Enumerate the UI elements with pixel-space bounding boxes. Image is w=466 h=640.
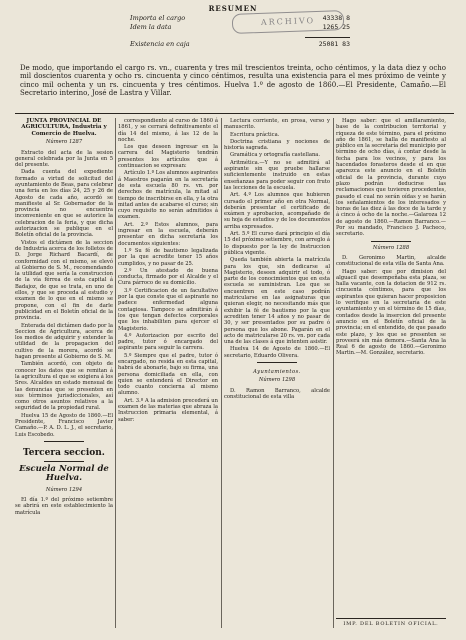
paragraph: Art. 5.º El curso dará principio el día 15 del próximo setiembre, con arreglo á lo dispuesto por la ley de Instruccion pública vigente. bbox=[224, 231, 330, 256]
school-title: Escuela Normal de Huelva. bbox=[19, 463, 109, 483]
summary-label: Idem la data bbox=[130, 23, 172, 31]
column-1 bbox=[15, 118, 113, 517]
paragraph: El día 1.º del próximo setiembre se abrirá en este establecimiento la matrícula bbox=[15, 497, 113, 516]
paragraph: Dada cuenta del expediente formado a virtud de solicitud del ayuntamiento de Beas, para celebrar una feria en los días 24, 25 y 26 de Agosto de cada año, acordó se manifieste al Sr. Gobernador de la provincia no encuentra inconveniente en que se autorice la celebracion de la feria, y que dicha autorizacion se publique en el Boletín oficial de la provincia. bbox=[15, 169, 113, 239]
section-title: Tercera seccion. bbox=[23, 447, 105, 458]
imprenta-footer: IMP. DEL BOLETIN OFICIAL. bbox=[336, 618, 446, 627]
paragraph: Huelva 15 de Agosto de 1860.—El Presidente, Francisco Javier Camaño.—P. A. D. L. J., el secretario, Luis Escobedo. bbox=[15, 412, 113, 438]
paragraph: 4.º Autorizacion por escrito del padre, tutor ó encargado del aspirante para seguir la carrera. bbox=[118, 332, 218, 352]
paragraph: correspondiente al curso de 1860 á 1861, y se cerrará definitivamente el día 14 del mismo, á las 12 de la noche. bbox=[118, 118, 218, 143]
ayuntamientos-heading: Ayuntamientos. bbox=[253, 368, 301, 375]
paragraph: Art. 4.º Los alumnos que hubieren cursado el primer año en otra Normal, deberán presentar el certificado de exámen y aprobacion, acompañado de su hoja de estudios y de los documentos arriba expresados. bbox=[224, 192, 330, 230]
paragraph: Enterada del dictámen dado por la Seccion de Agricultura, acerca de los medios de adquirir y extender la utilidad de la propagacion del cultivo de la morera, acordó se hagan presente al Gobierno de S. M. bbox=[15, 322, 113, 361]
paragraph: Vistos el dictámen de la seccion de Industria acerca de los folletos de D. Jorge Richard Bacardí, de conformidad con el mismo, se elevó al Gobierno de S. M., recomendando la utilidad que sería la construccion de la vía férrea de esta capital á Badajoz, de que se trata, en uno de ellos, y que se proceda al estudio y examen de lo que en el mismo se propone, con el fin de darle publicidad en el Boletín oficial de la provincia. bbox=[15, 239, 113, 322]
paragraph: Escritura práctica. bbox=[230, 131, 280, 138]
paragraph: También acordó, con objeto de conocer los datos que se remitan á la agricultura el que se exigiera á los Sres. Alcaldes un estado mensual de las denuncias que se presenten en sus términos jurisdiccionales, así como otros asuntos relativos a la seguridad de la propiedad rural. bbox=[15, 361, 113, 412]
paragraph: 3.º Certificacion de un facultativo por la que conste que el aspirante no padece enfermedad alguna contagiosa. Tampoco se admitirán á los que tengan defectos corporales que los inhabiliten para ejercer el Magisterio. bbox=[118, 287, 218, 332]
paragraph: Hago saber: que por dimision del alguacil que desempeñaba esta plaza, se halla vacante, con la dotacion de 912 rs. cincuenta céntimos, para que los aspirantes que quieran hacer proposicion lo verifique en la secretaría de este ayuntamiento y en el término de 15 días, contados desde la insercion del presente anuncio en el Boletín oficial de la provincia; en el entendido, de que pasado este plazo, y los que se presenten se proveerá sin más demora.—Santa Ana la Real 6 de agosto de 1860.—Geronimo Martin.—M. González, secretario. bbox=[336, 268, 447, 357]
section-divider bbox=[15, 113, 454, 114]
rule bbox=[257, 362, 297, 363]
summary-row-existencia bbox=[130, 40, 350, 48]
junta-heading: JUNTA PROVINCIAL DE AGRICULTURA, Industria y Comercio de Huelva. bbox=[21, 118, 107, 137]
paragraph: 1.º Su fé de bautismo legalizada por la que acredite tener 15 años cumplidos, y no pasar de 25. bbox=[118, 247, 218, 267]
notice-number: Número 1294 bbox=[45, 486, 83, 493]
rule bbox=[44, 441, 84, 442]
paragraph: Queda también abierta la matrícula para los que, sin dedicarse al Magisterio, deseen adquirir el todo, ó parte de los conocimientos que en esta escuela se suministran. Los que se encuentren en este caso podrán matricularse en las asignaturas que quieran elegir, no necesitando más que exhibir la fé de bautismo por la que acrediten tener 14 años y no pasar de 30, y ser presentados por su padre ó persona que los abone. Pagarán en el acto de matricularse 20 rs. vn. por cada una de las clases á que intenten asistir. bbox=[224, 257, 330, 346]
paragraph: Los que deseen ingresar en la carrera del Magisterio tendrán presentes los artículos que á continuacion se expresan: bbox=[118, 144, 218, 170]
rule bbox=[371, 241, 411, 242]
paragraph: 2.º Un atestado de buena conducta, firmado por el Alcalde y el Cura párroco de su domicilio. bbox=[118, 267, 218, 287]
paragraph: Gramática y ortografía castellana. bbox=[230, 152, 321, 159]
paragraph: Aritmética.—Y no se admitirá al aspirante sin que pruebe hallarse suficientemente instruido en estas enseñanzas para poder seguir con fruto las lecciones de la escuela. bbox=[224, 159, 330, 191]
paragraph: D. Ramon Barranco, alcalde constitucional de esta villa bbox=[224, 387, 330, 400]
column-divider bbox=[333, 118, 334, 628]
paragraph: Artículo 1.º Los alumnos aspirantes á Maestros pagarán en la secretaría de esta escuela 80 rs. vn. por derechos de matrícula, la mitad al tiempo de inscribirse en ella, y la otra mitad antes de acabarse el curso; sin cuyo requisito no serán admitidos á examen. bbox=[118, 170, 219, 221]
paragraph: Huelva 14 de Agosto de 1860.—El secretario, Eduardo Olivera. bbox=[224, 346, 330, 359]
summary-rule bbox=[305, 37, 350, 38]
column-3 bbox=[224, 118, 330, 401]
summary-value: 25081 83 bbox=[318, 40, 350, 48]
notice-number: Número 1288 bbox=[372, 244, 410, 251]
paragraph: Art. 2.º Estos alumnos, para ingresar en la escuela, deberán presentar en dicha secretaría los documentos siguientes: bbox=[118, 221, 218, 247]
rule bbox=[44, 461, 84, 462]
resumen-title: RESUMEN bbox=[208, 4, 258, 13]
paragraph: Art. 3.º A la admision precederá un examen de las materias que abraza la Instruccion primaria elemental, á saber: bbox=[118, 397, 218, 423]
summary-label: Importa el cargo bbox=[130, 14, 186, 22]
paragraph: 5.º Siempre que el padre, tutor ó encargado, no resida en esta capital, habrá de abonarle, bajo su firma, una persona domiciliada en ella, con quien se entenderá el Director en todo cuanto concierna al mismo alumno. bbox=[118, 352, 218, 397]
notice-number: Número 1298 bbox=[258, 377, 296, 384]
paragraph: Extracto del acta de la sesion general celebrada por la Junta en 5 del presente. bbox=[15, 149, 113, 169]
column-divider bbox=[115, 118, 116, 628]
summary-label: Existencia en caja bbox=[130, 40, 190, 48]
paragraph: D. Geronimo Martin, alcalde constitucional de esta villa de Santa Ana. bbox=[336, 254, 446, 268]
notice-number: Número 1287 bbox=[45, 139, 83, 146]
column-4 bbox=[336, 118, 446, 358]
column-divider bbox=[221, 118, 222, 628]
paragraph: Hago saber: que el amillaramiento, base de la contribucion territorial y riqueza de este término, para el próximo año de 1861, se halla de manifiesto al público en la secretaría del municipio por término de ocho días, á contar desde la fecha para los vecinos, y para los hacendados forasteros desde el en que aparezca este anuncio en el Boletín oficial de la provincia, durante cuyo plazo podrán deducirse las reclamaciones que tuvieren procedentes, pasado el cual no serán oídas y se harán los señalamientos de los interesados y horas de las diez á las doce de la tarde y á cinco á ocho de la noche.—Galaroza 12 de agosto de 1860.—Ramon Barranco.—Por su mandado, Francisco J. Pacheco, secretario. bbox=[336, 118, 446, 238]
paragraph: Lectura corriente, en prosa, verso y manuscrito. bbox=[224, 118, 330, 131]
column-2 bbox=[118, 118, 218, 424]
paragraph: Doctrina cristiana y nociones de historia sagrada. bbox=[224, 138, 330, 152]
summary-value: 1265 25 bbox=[322, 23, 350, 31]
intro-paragraph: De modo, que importando el cargo rs. vn., cuarenta y tres mil trescientos treinta, ocho céntimos, y la data diez y ocho mil doscientos cuarenta y ocho rs. cincuenta y cinco céntimos, resulta una existencia para el mes próximo de veinte y cinco mil ochenta y un rs. cincuenta y tres céntimos. Huelva 1.º de agosto de 1860.—El Presidente, Camaño.—El Secretario interino, José de Lastra y Villar. bbox=[20, 64, 446, 98]
summary-value: 43338 8 bbox=[322, 14, 350, 22]
archive-stamp: ARCHIVO bbox=[232, 10, 345, 34]
